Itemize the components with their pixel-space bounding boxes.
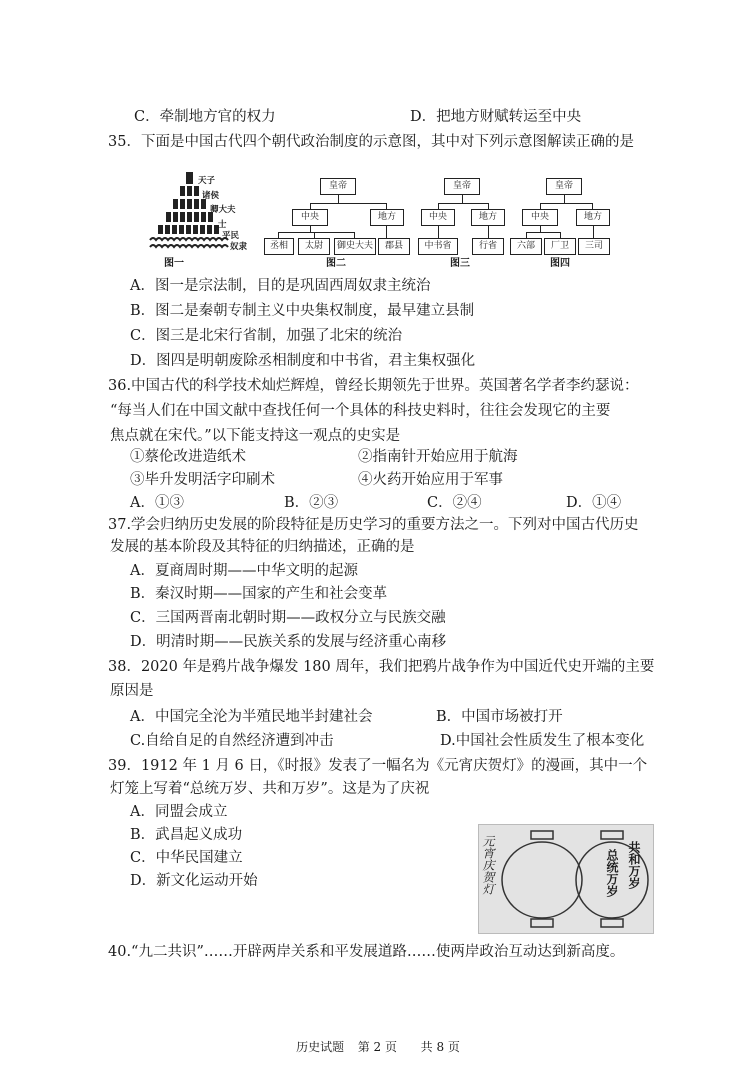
d3-central: 中央 (421, 209, 455, 226)
option-39d: D．新文化运动开始 (130, 873, 258, 889)
d4-emperor: 皇帝 (546, 178, 582, 195)
d2-leaf-4: 郡县 (378, 238, 410, 255)
d2-leaf-2: 太尉 (298, 238, 330, 255)
option-37a: A．夏商周时期——中华文明的起源 (130, 563, 358, 579)
diagram-3-province-system (418, 170, 510, 272)
option-37d: D．明清时期——民族关系的发展与经济重心南移 (130, 634, 447, 650)
footer-page: 第 2 页 (357, 1040, 397, 1054)
diagram-2-caption: 图二 (326, 258, 346, 269)
lantern-cartoon-image (478, 824, 654, 934)
d4-leaf-1: 六部 (510, 238, 542, 255)
option-36a: A．①③ (130, 495, 184, 511)
question-38-line1: 38．2020 年是鸦片战争爆发 180 周年，我们把鸦片战争作为中国近代史开端的主要 (108, 659, 655, 675)
q35-diagrams (140, 170, 620, 272)
pyramid-level-2: 诸侯 (202, 191, 220, 201)
d4-central: 中央 (522, 209, 558, 226)
d2-central: 中央 (292, 209, 328, 226)
d2-leaf-3: 御史大夫 (334, 238, 376, 255)
right-lantern-text-a: 共和万岁 (627, 841, 641, 889)
option-39a: A．同盟会成立 (130, 804, 228, 820)
question-40: 40.“九二共识”……开辟两岸关系和平发展道路……使两岸政治互动达到新高度。 (108, 944, 625, 960)
question-37-line2: 发展的基本阶段及其特征的归纳描述，正确的是 (110, 539, 415, 555)
pyramid-level-1: 天子 (198, 176, 216, 186)
question-39-line2: 灯笼上写着“总统万岁、共和万岁”。这是为了庆祝 (110, 781, 430, 797)
diagram-2-qin-system (262, 170, 414, 272)
option-38a: A．中国完全沦为半殖民地半封建社会 (130, 709, 373, 725)
d2-emperor: 皇帝 (320, 178, 356, 195)
option-36b: B．②③ (284, 495, 339, 511)
option-35c: C．图三是北宋行省制，加强了北宋的统治 (130, 328, 403, 344)
footer-total: 共 8 页 (420, 1040, 460, 1054)
option-36d: D．①④ (566, 495, 622, 511)
option-36-item1: ①蔡伦改进造纸术 (130, 449, 246, 465)
d3-leaf-1: 中书省 (418, 238, 458, 255)
page-footer (0, 1039, 756, 1055)
question-37-line1: 37.学会归纳历史发展的阶段特征是历史学习的重要方法之一。下列对中国古代历史 (108, 517, 639, 533)
pyramid-level-3: 卿大夫 (210, 205, 236, 215)
pyramid-level-5: 平民 (222, 231, 240, 241)
option-38c: C.自给自足的自然经济遭到冲击 (130, 733, 334, 749)
footer-subject: 历史试题 (296, 1040, 345, 1054)
option-39b: B．武昌起义成功 (130, 827, 243, 843)
option-38d: D.中国社会性质发生了根本变化 (440, 733, 645, 749)
option-39c: C．中华民国建立 (130, 850, 243, 866)
question-35: 35．下面是中国古代四个朝代政治制度的示意图，其中对下列示意图解读正确的是 (108, 134, 634, 150)
d4-local: 地方 (576, 209, 610, 226)
pyramid-level-4: 士 (218, 220, 227, 230)
d3-leaf-2: 行省 (472, 238, 504, 255)
diagram-4-ming-system (516, 170, 620, 272)
question-36-line2: “每当人们在中国文献中查找任何一个具体的科技史料时，往往会发现它的主要 (110, 403, 611, 419)
d4-leaf-2: 厂卫 (544, 238, 576, 255)
option-34d: D．把地方财赋转运至中央 (410, 109, 582, 125)
question-36-line1: 36.中国古代的科学技术灿烂辉煌，曾经长期领先于世界。英国著名学者李约瑟说： (108, 378, 639, 394)
option-36-item2: ②指南针开始应用于航海 (358, 449, 518, 465)
d2-leaf-1: 丞相 (264, 238, 294, 255)
diagram-1-caption: 图一 (164, 258, 184, 269)
d2-local: 地方 (370, 209, 404, 226)
pyramid-level-6: 奴隶 (230, 242, 248, 252)
option-38b: B．中国市场被打开 (436, 709, 563, 725)
right-lantern-text-b: 总统万岁 (605, 849, 619, 897)
option-35b: B．图二是秦朝专制主义中央集权制度，最早建立县制 (130, 303, 475, 319)
question-39-line1: 39．1912 年 1 月 6 日，《时报》发表了一幅名为《元宵庆贺灯》的漫画，其中一个 (108, 758, 648, 774)
d4-leaf-3: 三司 (578, 238, 610, 255)
left-lantern-text: 元宵庆贺灯 (481, 835, 495, 895)
option-36-item3: ③毕升发明活字印刷术 (130, 472, 275, 488)
option-35a: A．图一是宗法制，目的是巩固西周奴隶主统治 (130, 278, 431, 294)
option-34c: C．牵制地方官的权力 (134, 109, 276, 125)
option-36-item4: ④火药开始应用于军事 (358, 472, 503, 488)
option-36c: C．②④ (427, 495, 482, 511)
diagram-3-caption: 图三 (450, 258, 470, 269)
option-35d: D．图四是明朝废除丞相制度和中书省，君主集权强化 (130, 353, 476, 369)
diagram-1-pyramid (140, 170, 260, 272)
question-36-line3: 焦点就在宋代。”以下能支持这一观点的史实是 (110, 428, 401, 444)
option-37c: C．三国两晋南北朝时期——政权分立与民族交融 (130, 610, 446, 626)
d3-emperor: 皇帝 (444, 178, 480, 195)
option-37b: B．秦汉时期——国家的产生和社会变革 (130, 586, 388, 602)
diagram-4-caption: 图四 (550, 258, 570, 269)
question-38-line2: 原因是 (110, 683, 154, 699)
d3-local: 地方 (471, 209, 505, 226)
